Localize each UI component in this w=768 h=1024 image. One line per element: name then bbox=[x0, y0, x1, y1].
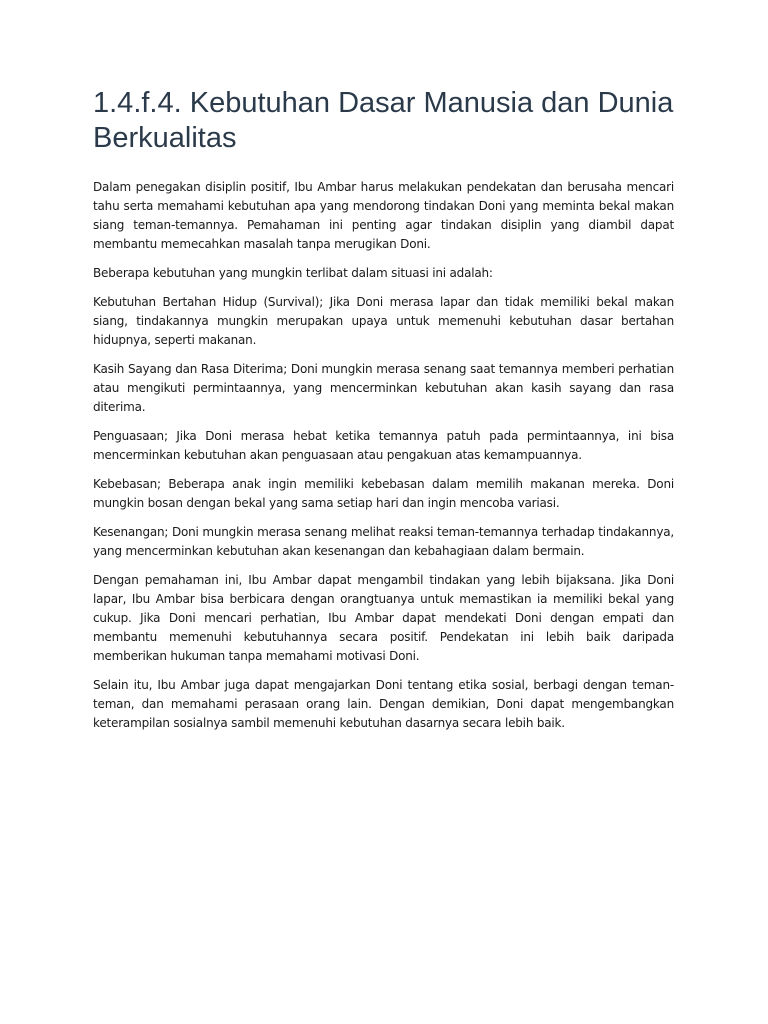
document-title: 1.4.f.4. Kebutuhan Dasar Manusia dan Dunia Berkualitas bbox=[93, 87, 674, 154]
paragraph-conclusion: Selain itu, Ibu Ambar juga dapat mengajarkan Doni tentang etika sosial, berbagi dengan teman-teman, dan memahami perasaan orang lain. Dengan demikian, Doni dapat mengembangkan keterampilan sosialnya sambil memenuhi kebutuhan dasarnya secara lebih baik. bbox=[93, 678, 674, 730]
paragraph-love-belonging: Kasih Sayang dan Rasa Diterima; Doni mungkin merasa senang saat temannya memberi perhatian atau mengikuti permintaannya, yang mencerminkan kebutuhan akan kasih sayang dan rasa diterima. bbox=[93, 362, 674, 414]
document-page bbox=[93, 86, 674, 743]
paragraph-needs-lead: Beberapa kebutuhan yang mungkin terlibat dalam situasi ini adalah: bbox=[93, 266, 493, 280]
paragraph-freedom: Kebebasan; Beberapa anak ingin memiliki kebebasan dalam memilih makanan mereka. Doni mungkin bosan dengan bekal yang sama setiap hari dan ingin mencoba variasi. bbox=[93, 477, 674, 510]
paragraph-survival: Kebutuhan Bertahan Hidup (Survival); Jika Doni merasa lapar dan tidak memiliki bekal makan siang, tindakannya mungkin merupakan upaya untuk memenuhi kebutuhan dasar bertahan hidupnya, seperti makanan. bbox=[93, 295, 674, 347]
paragraph-understanding: Dengan pemahaman ini, Ibu Ambar dapat mengambil tindakan yang lebih bijaksana. Jika Doni lapar, Ibu Ambar bisa berbicara dengan orangtuanya untuk memastikan ia memiliki bekal yang cukup. Jika Doni mencari perhatian, Ibu Ambar dapat mendekati Doni dengan empati dan membantu memenuhi kebutuhannya secara positif. Pendekatan ini lebih baik daripada memberikan hukuman tanpa memahami motivasi Doni. bbox=[93, 573, 674, 663]
paragraph-power: Penguasaan; Jika Doni merasa hebat ketika temannya patuh pada permintaannya, ini bisa mencerminkan kebutuhan akan penguasaan atau pengakuan atas kemampuannya. bbox=[93, 429, 674, 462]
paragraph-intro: Dalam penegakan disiplin positif, Ibu Ambar harus melakukan pendekatan dan berusaha mencari tahu serta memahami kebutuhan apa yang mendorong tindakan Doni yang meminta bekal makan siang teman-temannya. Pemahaman ini penting agar tindakan disiplin yang diambil dapat membantu memecahkan masalah tanpa merugikan Doni. bbox=[93, 180, 674, 251]
paragraph-fun: Kesenangan; Doni mungkin merasa senang melihat reaksi teman-temannya terhadap tindakannya, yang mencerminkan kebutuhan akan kesenangan dan kebahagiaan dalam bermain. bbox=[93, 525, 674, 558]
